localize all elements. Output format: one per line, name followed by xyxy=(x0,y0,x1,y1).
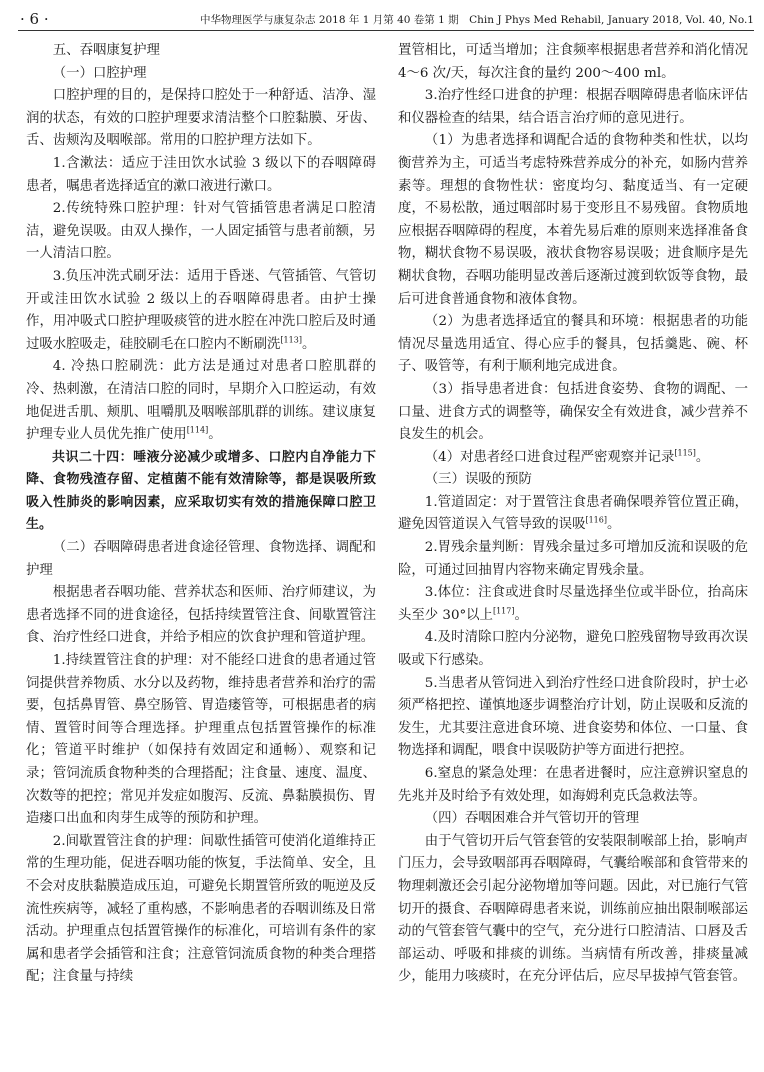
paragraph-text: 3.治疗性经口进食的护理：根据吞咽障碍患者临床评估和仪器检查的结果，结合语言治疗师的意见进行。 xyxy=(398,88,748,126)
citation-ref: [116] xyxy=(585,516,607,525)
paragraph xyxy=(398,492,748,537)
paragraph-text: 4.及时清除口腔内分泌物，避免口腔残留物导致再次误吸或下行感染。 xyxy=(398,630,748,669)
citation-ref: [113] xyxy=(280,335,302,345)
paragraph xyxy=(398,447,748,470)
section-heading xyxy=(26,40,376,63)
left-column xyxy=(26,40,376,989)
paragraph xyxy=(398,85,748,130)
section-heading xyxy=(398,469,748,492)
paragraph xyxy=(398,130,748,311)
paragraph-text: 3.负压冲洗式刷牙法：适用于昏迷、气管插管、气管切开或洼田饮水试验 2 级以上的吞咽障碍患者。由护士操作，用冲吸式口腔护理吸痰管的进水腔在冲洗口腔后及时通过吸水腔吸走，硅胶刷毛在口腔内不断刷洗 xyxy=(26,268,376,352)
paragraph xyxy=(26,198,376,266)
punctuation: 。 xyxy=(606,517,621,533)
paragraph xyxy=(26,153,376,198)
paragraph-text: 6.窒息的紧急处理：在患者进餐时，应注意辨识窒息的先兆并及时给予有效处理，如海姆利克氏急救法等。 xyxy=(398,766,748,804)
punctuation: 。 xyxy=(514,607,528,623)
right-column xyxy=(398,40,748,989)
paragraph-text: 5.当患者从管饲进入到治疗性经口进食阶段时，护士必须严格把控、谨慎地逐步调整治疗计划，防止误吸和反流的发生，尤其要注意进食环境、进食姿势和体位、一口量、食物选择和调配，喂食中误吸防护等方面进行把控。 xyxy=(398,675,748,759)
paragraph-text: 2.胃残余量判断：胃残余量过多可增加反流和误吸的危险，可通过回抽胃内容物来确定胃残余量。 xyxy=(398,540,748,578)
consensus-statement xyxy=(26,447,376,537)
paragraph-text: 口腔护理的目的，是保持口腔处于一种舒适、洁净、湿润的状态，有效的口腔护理要求清洁整个口腔黏膜、牙齿、舌、齿颊沟及咽喉部。常用的口腔护理方法如下。 xyxy=(26,88,376,149)
paragraph xyxy=(398,673,748,763)
paragraph-text: （三）误吸的预防 xyxy=(424,472,532,488)
paragraph-text: 1.管道固定：对于置管注食患者确保喂养管位置正确，避免因管道误入气管导致的误吸 xyxy=(398,494,748,533)
paragraph-text: （一）口腔护理 xyxy=(52,65,147,81)
paragraph xyxy=(398,582,748,627)
paragraph xyxy=(398,379,748,447)
paragraph-text: 根据患者吞咽功能、营养状态和医师、治疗师建议，为患者选择不同的进食途径，包括持续置管注食、间歇置管注食、治疗性经口进食，并给予相应的饮食护理和管道护理。 xyxy=(26,585,376,646)
paragraph xyxy=(398,311,748,379)
paragraph-text: （二）吞咽障碍患者进食途径管理、食物选择、调配和护理 xyxy=(26,540,376,578)
running-header xyxy=(18,8,754,31)
punctuation: 。 xyxy=(301,336,316,352)
paragraph-text: （四）吞咽困难合并气管切开的管理 xyxy=(424,811,640,827)
citation-ref: [115] xyxy=(674,448,696,458)
paragraph-text: （4）对患者经口进食过程严密观察并记录 xyxy=(424,449,675,465)
section-heading xyxy=(26,537,376,582)
punctuation: 。 xyxy=(695,449,710,465)
paragraph-text: （1）为患者选择和调配合适的食物种类和性状，以均衡营养为主，可适当考虑特殊营养成分的补充，如肠内营养素等。理想的食物性状：密度均匀、黏度适当、有一定硬度，不易松散，通过咽部时易于变形且不易残留。食物质地应根据吞咽障碍的程度，本着先易后难的原则来选择准备食物，糊状食物不易误吸，液状食物容易误吸；进食顺序是先糊状食物，吞咽功能明显改善后逐渐过渡到软饭等食物，最后可进食普通食物和液体食物。 xyxy=(398,133,748,307)
citation-ref: [114] xyxy=(186,425,209,435)
paragraph xyxy=(398,831,748,989)
paragraph-text: （2）为患者选择适宜的餐具和环境：根据患者的功能情况尽量选用适宜、得心应手的餐具，包括羹匙、碗、杯子、吸管等，有利于顺利地完成进食。 xyxy=(398,314,748,375)
paragraph-text: 2.间歇置管注食的护理：间歇性插管可使消化道维持正常的生理功能，促进吞咽功能的恢复，手法简单、安全，且不会对皮肤黏膜造成压迫，可避免长期置管所致的呃逆及反流性疾病等，减轻了重构感，不影响患者的吞咽训练及日常活动。护理重点包括置管操作的标准化，可培训有条件的家属和患者学会插管和注食；注意管饲流质食物的种类合理搭配；注食量与持续 xyxy=(26,833,376,985)
paragraph xyxy=(398,40,748,85)
paragraph-text: 1.含漱法：适应于洼田饮水试验 3 级以下的吞咽障碍患者，嘱患者选择适宜的漱口液进行漱口。 xyxy=(26,155,376,194)
paragraph xyxy=(26,650,376,831)
paragraph-text: 2.传统特殊口腔护理：针对气管插管患者满足口腔清洁，避免误吸。由双人操作，一人固定插管与患者前额，另一人清洁口腔。 xyxy=(26,201,376,262)
paragraph xyxy=(398,537,748,582)
paragraph-text: 置管相比，可适当增加；注食频率根据患者营养和消化情况 4～6 次/天，每次注食的量约 200～400 ml。 xyxy=(398,43,748,81)
paragraph xyxy=(398,627,748,672)
punctuation: 。 xyxy=(208,427,222,443)
paragraph-text: 共识二十四：唾液分泌减少或增多、口腔内自净能力下降、食物残渣存留、定植菌不能有效清除等，都是误吸所致吸入性肺炎的影响因素，应采取切实有效的措施保障口腔卫生。 xyxy=(26,449,376,533)
section-heading xyxy=(398,808,748,831)
paragraph xyxy=(26,831,376,989)
paragraph xyxy=(26,266,376,356)
page-number: · 6 · xyxy=(20,10,49,28)
paragraph-text: （3）指导患者进食：包括进食姿势、食物的调配、一口量、进食方式的调整等，确保安全有效进食，减少营养不良发生的机会。 xyxy=(398,381,748,443)
paragraph xyxy=(26,356,376,446)
paragraph xyxy=(26,582,376,650)
citation-ref: [117] xyxy=(492,606,515,616)
paragraph xyxy=(26,85,376,153)
journal-citation: 中华物理医学与康复杂志 2018 年 1 月第 40 卷第 1 期 Chin J Phys Med Rehabil, January 2018, Vol. 40, No.1 xyxy=(199,14,754,26)
paragraph-text: 由于气管切开后气管套管的安装限制喉部上抬，影响声门压力，会导致咽部再吞咽障碍，气囊给喉部和食管带来的物理刺激还会引起分泌物增加等问题。因此，对已施行气管切开的摄食、吞咽障碍患者来说，训练前应抽出限制喉部运动的气管套管气囊中的空气，充分进行口腔清洁、口唇及舌部运动、呼吸和排痰的训练。当病情有所改善，排痰量减少，能用力咳痰时，在充分评估后，应尽早拔掉气管套管。 xyxy=(398,833,748,985)
paragraph xyxy=(398,763,748,808)
paragraph-text: 4. 冷热口腔刷洗：此方法是通过对患者口腔肌群的冷、热刺激，在清洁口腔的同时，早期介入口腔运动，有效地促进舌肌、颊肌、咀嚼肌及咽喉部肌群的训练。建议康复护理专业人员优先推广使用 xyxy=(26,359,376,443)
section-heading xyxy=(26,63,376,86)
paragraph-text: 3.体位：注食或进食时尽量选择坐位或半卧位，抬高床头至少 30°以上 xyxy=(398,585,748,623)
paragraph-text: 1.持续置管注食的护理：对不能经口进食的患者通过管饲提供营养物质、水分以及药物，维持患者营养和治疗的需要，包括鼻胃管、鼻空肠管、胃造瘘管等，可根据患者的病情、置管时间等合理选择。护理重点包括置管操作的标准化；管道平时维护（如保持有效固定和通畅）、观察和记录；管饲流质食物种类的合理搭配；注食量、速度、温度、次数等的把控；常见并发症如腹泻、反流、鼻黏膜损伤、胃造瘘口出血和肉芽生成等的预防和护理。 xyxy=(26,653,376,827)
paragraph-text: 五、吞咽康复护理 xyxy=(52,43,160,58)
